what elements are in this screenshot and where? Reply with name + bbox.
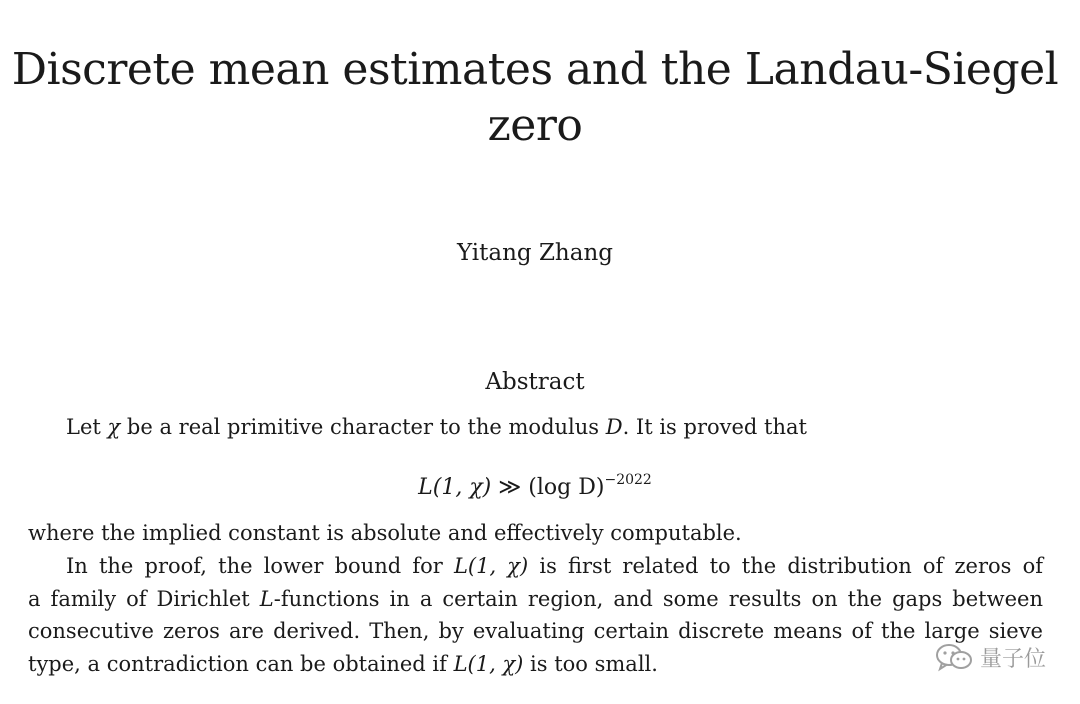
equation-rhs: (log D): [528, 475, 605, 500]
math-D: D: [605, 415, 623, 439]
abstract-paragraph-2: [28, 550, 1043, 681]
text-segment: In the proof, the lower bound for: [66, 554, 454, 578]
text-segment: a family of Dirichlet: [28, 586, 260, 611]
text-segment: Let: [66, 415, 108, 439]
equation-exponent: −2022: [604, 472, 652, 488]
paragraph-line: consecutive zeros are derived. Then, by evaluating certain discrete means of the large sieve: [28, 619, 1043, 644]
text-segment: be a real primitive character to the modulus: [120, 415, 606, 439]
equation-relation: ≫: [491, 475, 529, 500]
text-segment: -functions in a certain region, and some results on the gaps between: [273, 586, 1043, 611]
paper-title: Discrete mean estimates and the Landau-Siegel zero: [11, 44, 1059, 151]
equation-lhs: L(1, χ): [418, 475, 492, 500]
display-equation: [0, 463, 1070, 505]
math-L: L: [259, 586, 274, 611]
paper-author: Yitang Zhang: [457, 240, 613, 266]
text-segment: type, a contradiction can be obtained if: [28, 652, 454, 677]
math-L-1-chi: L(1, χ): [453, 652, 524, 677]
text-segment: . It is proved that: [622, 415, 807, 439]
watermark: [934, 640, 1046, 674]
wechat-icon: [934, 642, 974, 672]
abstract-paragraph-1: [66, 412, 1046, 442]
text-segment: is first related to the distribution of zeros of: [528, 554, 1043, 578]
paragraph-line: [28, 648, 1043, 681]
paragraph-line: [28, 583, 1043, 616]
math-L-1-chi: L(1, χ): [453, 554, 529, 578]
watermark-text: 量子位: [979, 646, 1046, 672]
math-chi: χ: [107, 415, 121, 439]
abstract-paragraph-1-continued: where the implied constant is absolute and effectively computable.: [28, 521, 742, 545]
text-segment: is too small.: [523, 652, 658, 677]
paragraph-line: [28, 550, 1043, 583]
abstract-heading: Abstract: [485, 369, 585, 395]
